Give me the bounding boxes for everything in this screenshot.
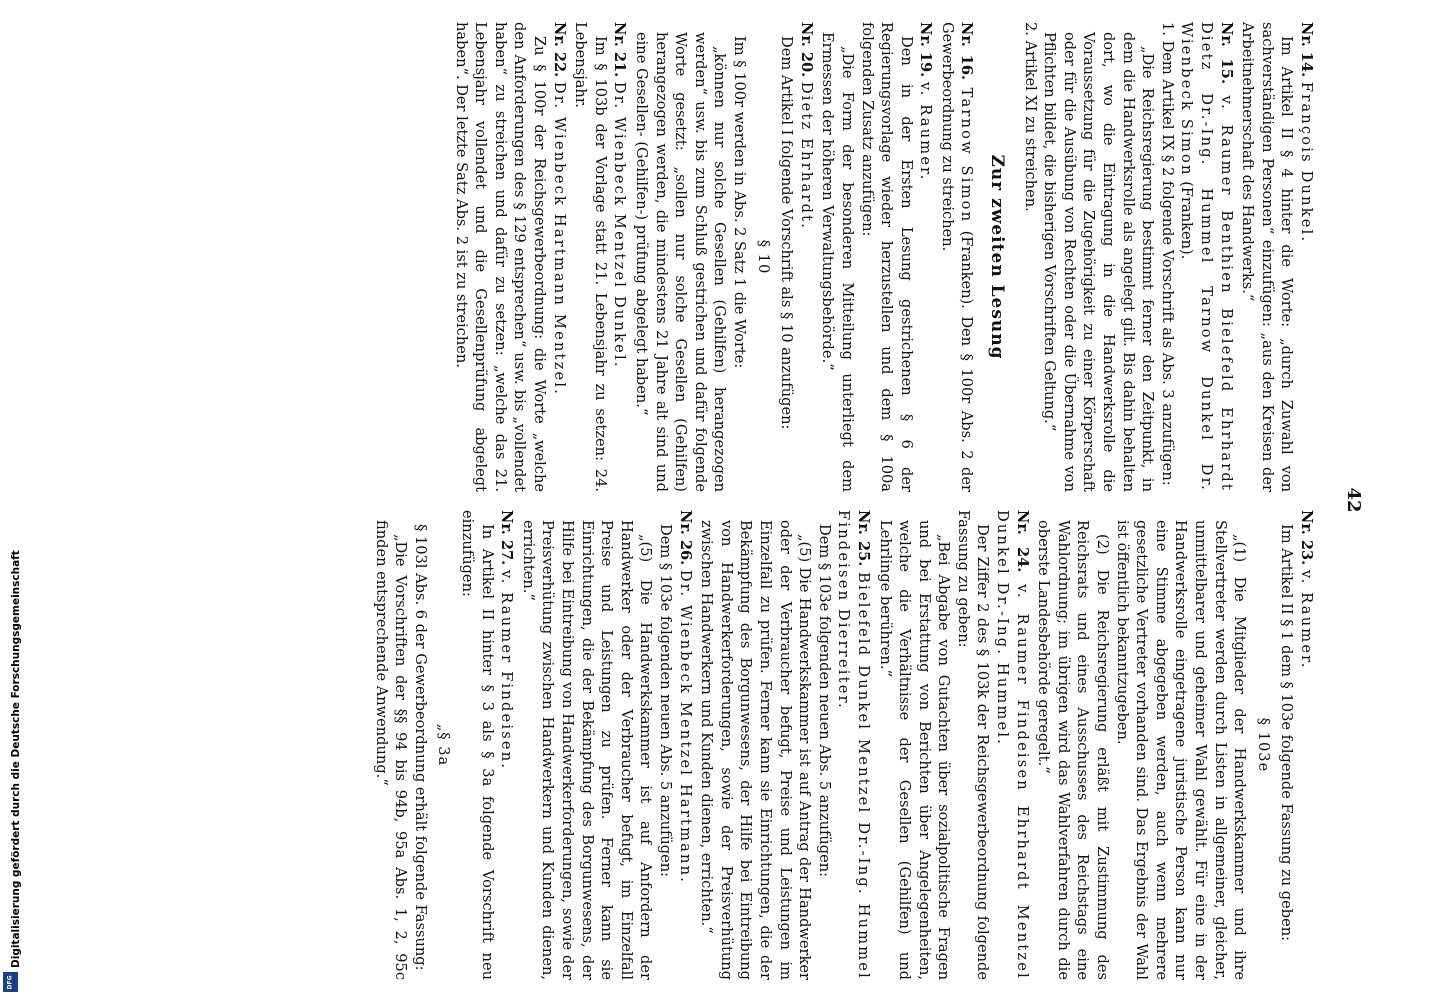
motion-text-2: § 103l Abs. 6 der Gewerbeordnung erhält folgende Fassung:	[411, 524, 429, 971]
motion-number: Nr. 19.	[917, 22, 935, 78]
motion-sponsors-suffix: (Franken).	[1178, 181, 1196, 260]
motion-quote-2: (2) Die Reichsregierung erläßt mit Zustimmung des Reichsrats und eines Ausschusses des Reichstags eine Wahlordnung; im übrigen wird das Wahlverfahren durch die oberste Landesbehörde geregelt.“	[1035, 520, 1112, 980]
motion-quote: „Die Vorschriften der §§ 94 bis 94b, 95a Abs. 1, 2, 95c finden entsprechende Anwendung.“	[372, 520, 410, 980]
motion-quote: „können nur solche Gesellen (Gehilfen) herangezogen werden“ usw. bis zum Schluß gestrichen und dafür folgende Worte gesetzt: „sollen nur solche Gesellen (Gehilfen) herangezogen werden, die mindestens 21 Jahre alt sind und eine Gesellen- (Gehilfen-) prüfung abgelegt haben.“	[633, 32, 729, 492]
motion-sponsors: Dr. Wienbeck Mentzel Dunkel.	[611, 81, 629, 369]
motion-text: (Franken). Den § 100r Abs. 2 der Gewerbeordnung zu streichen.	[938, 22, 976, 493]
motion-text-2: Im § 100r werden in Abs. 2 Satz 1 die Worte:	[730, 36, 748, 369]
motion-number: Nr. 16.	[958, 22, 976, 81]
section-label: „§ 3a	[435, 723, 453, 767]
motion-sponsors: Tarnow Simon	[958, 87, 976, 224]
right-column	[369, 510, 1316, 980]
motion-sponsors: François Dunkel.	[1298, 81, 1315, 244]
motion-sponsors: v. Raumer.	[1298, 569, 1315, 670]
motion-quote: „Die Form der besonderen Mitteilung unterliegt dem Ermessen der höheren Verwaltungsbehörde.“	[819, 32, 856, 492]
motion-22	[451, 22, 569, 492]
section-heading: Zur zweiten Lesung	[987, 154, 1008, 360]
motion-27	[371, 510, 516, 980]
motion-text: Im Artikel II § 4 hinter die Worte: „durch Zuwahl von sachverständigen Personen“ einzufügen: „aus den Kreisen der Arbeitnehmerschaft des Handwerks.“	[1239, 22, 1296, 492]
motion-item-2: 2. Artikel XI zu streichen.	[1021, 22, 1039, 212]
motion-20	[631, 22, 815, 492]
motion-sponsors: v. Raumer Findeisen Ehrhardt Mentzel Dunkel Dr.-Ing. Hummel.	[994, 510, 1031, 980]
motion-text: Dem Artikel I folgende Vorschrift als § 10 anzufügen:	[778, 36, 796, 430]
motion-number: Nr. 20.	[797, 22, 815, 78]
motion-16	[937, 22, 976, 492]
motion-sponsors: Dietz Ehrhardt.	[797, 81, 815, 231]
motion-text: Zu § 100r der Reichsgewerbeordnung: die Worte „welche den Anforderungen des § 129 entsprechen“ usw. bis „vollendet haben“ zu streichen und dafür zu setzen: „welche das 21. Lebensjahr vollendet und die Gesellenprüfung abgelegt haben“. Der letzte Satz Abs. 2 ist zu streichen.	[452, 22, 549, 492]
motion-sponsors: v. Raumer.	[917, 81, 935, 182]
motion-number: Nr. 15.	[1217, 22, 1235, 85]
page-number: 42	[1343, 487, 1364, 513]
motion-number: Nr. 14.	[1298, 22, 1315, 78]
motion-text: Den in der Ersten Lesung gestrichenen § 6 der Regierungsvorlage wieder herzustellen und dem § 100a folgenden Zusatz anzufügen:	[858, 22, 915, 492]
motion-text: Dem § 103e folgenden neuen Abs. 5 anzufügen:	[657, 524, 674, 878]
motion-24	[875, 510, 1032, 980]
motion-sponsors: v. Raumer Findeisen.	[498, 569, 516, 771]
motion-26	[518, 510, 694, 980]
motion-number: Nr. 21.	[611, 22, 629, 78]
left-column	[449, 22, 1316, 492]
section-label: § 103e	[1254, 717, 1272, 773]
motion-number: Nr. 25.	[854, 510, 872, 567]
motion-number: Nr. 22.	[550, 22, 568, 78]
motion-item-1: 1. Dem Artikel IX § 2 folgende Vorschrift als Abs. 3 anzufügen:	[1158, 22, 1176, 486]
motion-number: Nr. 23.	[1298, 510, 1315, 566]
motion-sponsors: Dr. Wienbeck Hartmann Mentzel.	[550, 81, 568, 397]
motion-quote: „(5) Die Handwerkskammer ist auf Anfordern der Handwerker oder der Verbraucher befugt, im Einzelfall Preise und Leistungen zu prüfen. Ferner kann sie Einrichtungen, die der Bekämpfung des Borgunwesens, der Hilfe bei Eintreibung von Handwerkerforderungen, sowie der Preisverhütung zwischen Handwerkern und Kunden dienen, errichten.“	[519, 520, 655, 980]
motion-sponsors: v. Raumer Benthien Bielefeld Ehrhardt Dietz Dr.-Ing. Hummel Tarnow Dunkel Dr. Wienbeck Simon	[1178, 22, 1235, 493]
motion-21	[571, 22, 630, 492]
motion-25	[697, 510, 873, 980]
motion-quote-1: „(1) Die Mitglieder der Handwerkskammer und ihre Stellvertreter werden durch Listen in allgemeiner, gleicher, unmittelbarer und geheimer Wahl gewählt. Für eine in der Handwerksrolle eingetragene juristische Person kann nur eine Stimme abgegeben werden, auch wenn mehrere gesetzliche Vertreter vorhanden sind. Das Ergebnis der Wahl ist öffentlich bekanntzugeben.	[1113, 520, 1249, 980]
motion-sponsors: Dr. Wienbeck Mentzel Hartmann.	[676, 569, 694, 885]
motion-23	[1034, 510, 1316, 980]
motion-19	[818, 22, 936, 492]
section-label: § 10	[754, 239, 772, 275]
motion-quote: „Die Reichsregierung bestimmt ferner den Zeitpunkt, in dem die Handwerksrolle als angelegt gilt. Bis dahin behalten dort, wo die Eintragung in die Handwerksrolle die Voraussetzung für die Zugehörigkeit zu einer Körperschaft oder für die Ausübung von Rechten oder die Übernahme von Pflichten bildet, die bisherigen Vorschriften Geltung.“	[1041, 32, 1157, 492]
motion-text: Dem § 103e folgenden neuen Abs. 5 anzufügen:	[815, 524, 833, 878]
motion-number: Nr. 24.	[1013, 510, 1031, 573]
motion-number: Nr. 26.	[676, 510, 694, 566]
dfg-logo-icon	[3, 972, 18, 992]
dfg-logo-label: DFG	[6, 974, 14, 990]
motion-14	[1238, 22, 1316, 492]
funding-note: Digitalisierung gefördert durch die Deutsche Forschungsgemeinschaft	[10, 550, 22, 968]
motion-number: Nr. 27.	[498, 510, 516, 566]
motion-text: In Artikel II hinter § 3 als § 3a folgende Vorschrift neu einzufügen:	[459, 510, 496, 980]
motion-sponsors: Bielefeld Dunkel Mentzel Dr.-Ing. Hummel Findeisen Dierreiter.	[835, 510, 872, 980]
motion-15	[1020, 22, 1236, 492]
motion-text: Im Artikel II § 1 dem § 103e folgende Fassung zu geben:	[1278, 524, 1296, 942]
motion-text: Der Ziffer 2 des § 103k der Reichsgewerbeordnung folgende Fassung zu geben:	[954, 510, 992, 980]
funding-footer	[2, 0, 22, 1000]
motion-text: Im § 103b der Vorlage statt 21. Lebensjahr zu setzen: 24. Lebensjahr.	[572, 22, 609, 492]
motion-quote: „Bei Abgabe von Gutachten über sozialpolitische Fragen und bei Erstattung von Berichten über Angelegenheiten, welche die Verhältnisse der Gesellen (Gehilfen) und Lehrlinge berühren.“	[876, 520, 953, 980]
motion-quote: „(5) Die Handwerkskammer ist auf Antrag der Handwerker oder der Verbraucher befugt, Preise und Leistungen im Einzelfall zu prüfen. Ferner kann sie Einrichtungen, die der Bekämpfung des Borgunwesens, der Hilfe bei Eintreibung von Handwerkerforderungen, sowie der Preisverhütung zwischen Handwerkern und Kunden dienen, errichten.“	[698, 520, 814, 980]
